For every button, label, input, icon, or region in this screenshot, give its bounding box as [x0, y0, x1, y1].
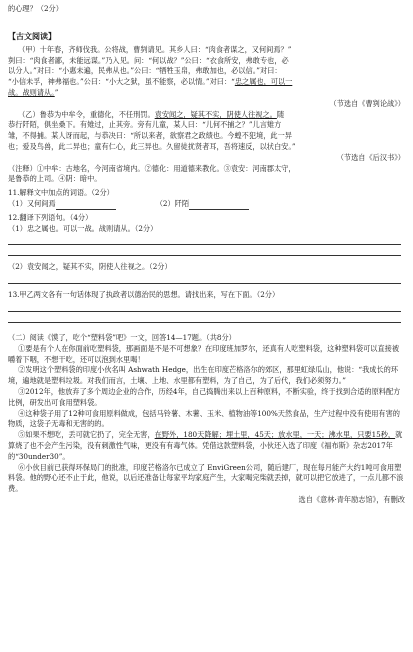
passage-b-line: 也；爱及鸟兽，此二异也；童有仁心，此三异也。久留徒扰贤者耳，吾将速反，以状白安。” — [8, 141, 296, 151]
q12-answer-line-3[interactable] — [8, 273, 401, 284]
underlined-sentence: 在野外，180天降解；埋土里，45天；放水里，一天；沸水里，只要15秒， — [154, 430, 396, 440]
q13-answer-line-2[interactable] — [8, 312, 401, 323]
modern-paragraph-2: ②发明这个塑料袋的印度小伙名叫 Ashwath Hedge，出生在印度芒格洛尔的郊区，那里虹绿瓜山，他说：“我成长的环境，遍地就是塑料垃圾。对我们而言，土壤、上地、水里都有塑料，为了自己，为了后代，我们必须努力。” — [8, 365, 399, 386]
passage-b-line — [8, 110, 405, 121]
section-title-classical: 【古文阅读】 — [8, 31, 56, 41]
passage-b-line: 恭行阡陌，俱坐桑下。有雉过，止其旁。旁有儿童，某人曰：“儿何不捕之？”儿言雉方 — [8, 120, 282, 130]
modern-p5-text: ⑤如果不想吃，丢可就它扔了，完全无害， — [18, 430, 155, 440]
q11-item-1 — [8, 199, 116, 210]
notes-line: （注释）①中牟：古地名，今河南省境内。②德化：用道德来教化。③袁安：河南郡太守， — [8, 163, 296, 173]
source-a: （节选自《曹刿论战》） — [329, 98, 405, 108]
prev-question-tail: 的心理？（2分） — [8, 4, 63, 13]
q12-answer-line-2[interactable] — [8, 245, 401, 256]
passage-b-text: （乙）鲁恭为中牟令，重德化，不任刑罚。 — [18, 109, 155, 119]
passage-a-line — [8, 77, 405, 88]
modern-paragraph-5 — [8, 430, 405, 462]
underlined-sentence: 袁安闻之，疑其不实，阴使人往视之。 — [154, 109, 277, 119]
passage-b-line: 雏，不得捕。某人讶而起，与恭决曰：“所以来者，欲察君之政绩也。今蝗不犯境，此一异 — [8, 131, 292, 141]
passage-a-line: 以分人。”对曰：“小惠未遍，民弗从也。”公曰：“牺牲玉帛，弗敢加也，必以信。”对曰： — [8, 66, 282, 76]
modern-paragraph-4: ④这种袋子用了12种可食用原料做成，包括马铃薯、木薯、玉米、植物油等100%天然食品，生产过程中没有使用有害的物质，这袋子无毒和无害的的。 — [8, 408, 400, 429]
q11-answer-blank-1[interactable] — [56, 201, 116, 210]
modern-paragraph-1: ①要是有个人在你面前吃塑料袋，那画面是不是不可想象？在印度班加罗尔，还真有人吃塑料袋，这种塑料袋可以直接被嚼着下咽，不想干吃，还可以泡到水里喝！ — [8, 343, 400, 364]
q11-answers — [8, 199, 405, 210]
source-b: （节选自《后汉书》） — [336, 152, 405, 162]
question-13: 13.甲乙两文各有一句话体现了执政者以德治民的思想。请找出来，写在下面。（2分） — [8, 290, 280, 300]
q11-answer-blank-2[interactable] — [189, 201, 249, 210]
notes-line: 是鲁恭的上司。④阴：暗中。 — [8, 174, 102, 184]
modern-source: 选自《意林·青年励志馆》，有删改 — [298, 494, 405, 504]
section-title-modern: （二）阅读《馍了，吃个“塑料袋”吧》一文，回答14—17题。（共8分） — [8, 332, 236, 342]
question-11: 11.解释文中加点的词语。（2分） — [8, 188, 114, 198]
underlined-sentence: 忠之属也，可以一 — [234, 77, 293, 87]
modern-paragraph-3: ③2012年，他放弃了多个周边企业的合作，历经4年，自己捣腾出来以上百种原料，不断实验，终于找到合适的原料配方比例，研发出可食用塑料袋。 — [8, 386, 401, 407]
q13-answer-line-1[interactable] — [8, 301, 401, 312]
underlined-sentence: 战。战则请从。 — [8, 87, 55, 97]
exam-page — [8, 4, 405, 506]
question-12: 12.翻译下列语句。（4分） — [8, 212, 93, 222]
modern-p5-text: 就算烧了也不会产生污染，没有刺激性气味，更没有有毒气体。凭借这款塑料袋，小伙还入选了印度《福布斯》杂志2017年的“30under30”。 — [8, 430, 403, 461]
passage-a-line: （甲）十年春，齐师伐我。公将战，曹刿请见。其乡人曰：“肉食者谋之，又何间焉？” — [18, 44, 292, 54]
q12-item-2: （2）袁安闻之，疑其不实，阴使人往视之。（2分） — [8, 262, 172, 272]
q11-item-1-label: （1）又何间焉 — [8, 198, 56, 208]
passage-b-text: 随 — [276, 109, 285, 119]
q11-item-2-label: （2）阡陌 — [155, 198, 190, 208]
q11-item-2 — [156, 199, 249, 210]
modern-paragraph-6: ⑥小伙目前已获得环保局门的批准，印度芒格洛尔已成立了 EnviGreen公司，随后建厂，现在每月能产大约1吨可食用塑料袋。他的野心还不止于此，他说，以后还准备让每家平均家庭产生，大家喝完柴就丢掉，就可以把它放进了，一点儿都不浪费。 — [8, 462, 404, 494]
passage-a-text: “小信未孚，神弗福也。”公曰：“小大之狱，虽不能察，必以情。”对曰：“ — [8, 77, 235, 87]
q12-item-1: （1）忠之属也。可以一战。战则请从。（2分） — [8, 223, 158, 233]
q12-answer-line-1[interactable] — [8, 234, 401, 245]
passage-a-line: 刿曰：“肉食者鄙，未能远谋。”乃入见。问：“何以战？”公曰：“衣食所安，弗敢专也，必 — [8, 55, 289, 65]
passage-a-text: ” — [54, 87, 59, 97]
passage-a-line — [8, 88, 405, 99]
